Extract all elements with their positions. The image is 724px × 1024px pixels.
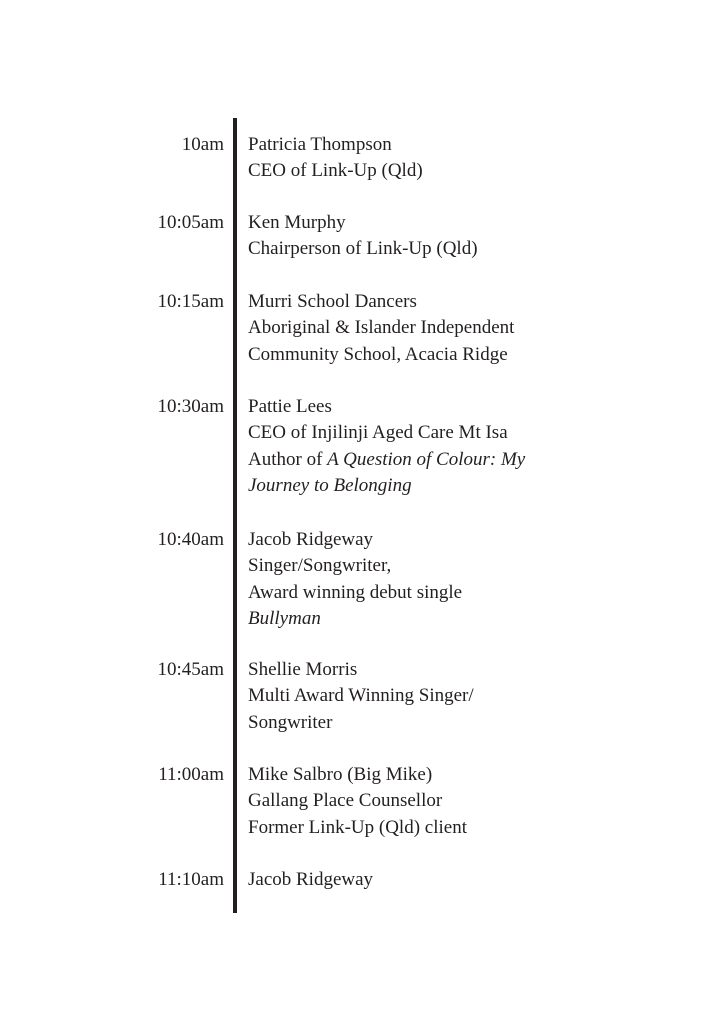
detail-text: Singer/Songwriter, <box>248 555 392 577</box>
detail-line <box>248 710 708 736</box>
detail-line <box>248 420 708 446</box>
detail-line <box>248 815 708 841</box>
entry-details <box>248 132 708 185</box>
detail-text: Former Link-Up (Qld) client <box>248 816 467 838</box>
entry-details <box>248 394 708 499</box>
timeline-rule <box>233 118 237 913</box>
entry-time: 10am <box>181 134 224 155</box>
detail-text: Murri School Dancers <box>248 291 417 312</box>
detail-text: Patricia Thompson <box>248 134 392 155</box>
detail-line <box>248 289 708 315</box>
entry-details <box>248 867 708 893</box>
entry-details <box>248 210 708 263</box>
detail-text: Jacob Ridgeway <box>248 869 374 890</box>
entry-time: 10:15am <box>157 291 224 312</box>
detail-text: CEO of Link-Up (Qld) <box>248 160 423 182</box>
entry-details <box>248 657 708 736</box>
detail-text: Songwriter <box>248 711 333 733</box>
detail-line <box>248 553 708 579</box>
entry-details <box>248 527 708 632</box>
detail-text: Mike Salbro (Big Mike) <box>248 764 433 785</box>
detail-line <box>248 788 708 814</box>
detail-text: Author of <box>248 448 328 470</box>
book-title: Journey to Belonging <box>248 474 412 496</box>
detail-text: CEO of Injilinji Aged Care Mt Isa <box>248 422 508 444</box>
detail-text: Ken Murphy <box>248 212 346 233</box>
detail-line <box>248 580 708 606</box>
detail-text: Community School, Acacia Ridge <box>248 343 508 365</box>
entry-details <box>248 289 708 368</box>
detail-line <box>248 606 708 632</box>
detail-text: Multi Award Winning Singer/ <box>248 685 474 707</box>
entry-time: 10:40am <box>157 529 224 550</box>
detail-line <box>248 657 708 683</box>
detail-line <box>248 447 708 473</box>
detail-text: Gallang Place Counsellor <box>248 790 443 812</box>
detail-line <box>248 342 708 368</box>
detail-text: Award winning debut single <box>248 581 463 603</box>
detail-line <box>248 210 708 236</box>
detail-line <box>248 236 708 262</box>
detail-line <box>248 394 708 420</box>
entry-details <box>248 762 708 841</box>
detail-text: Shellie Morris <box>248 659 358 680</box>
entry-time: 10:45am <box>157 659 224 680</box>
detail-text: Pattie Lees <box>248 396 332 417</box>
detail-text: Aboriginal & Islander Independent <box>248 317 515 339</box>
entry-time: 10:30am <box>157 396 224 417</box>
entry-time: 11:10am <box>158 869 224 890</box>
detail-text: Jacob Ridgeway <box>248 529 374 550</box>
single-title: Bullyman <box>248 607 321 629</box>
entry-time: 11:00am <box>158 764 224 785</box>
entry-time: 10:05am <box>157 212 224 233</box>
detail-line <box>248 132 708 158</box>
detail-line <box>248 867 708 893</box>
detail-line <box>248 762 708 788</box>
detail-line <box>248 683 708 709</box>
detail-line <box>248 158 708 184</box>
detail-line <box>248 527 708 553</box>
detail-line <box>248 315 708 341</box>
detail-line <box>248 473 708 499</box>
detail-text: Chairperson of Link-Up (Qld) <box>248 238 478 260</box>
book-title: A Question of Colour: My <box>327 448 526 470</box>
